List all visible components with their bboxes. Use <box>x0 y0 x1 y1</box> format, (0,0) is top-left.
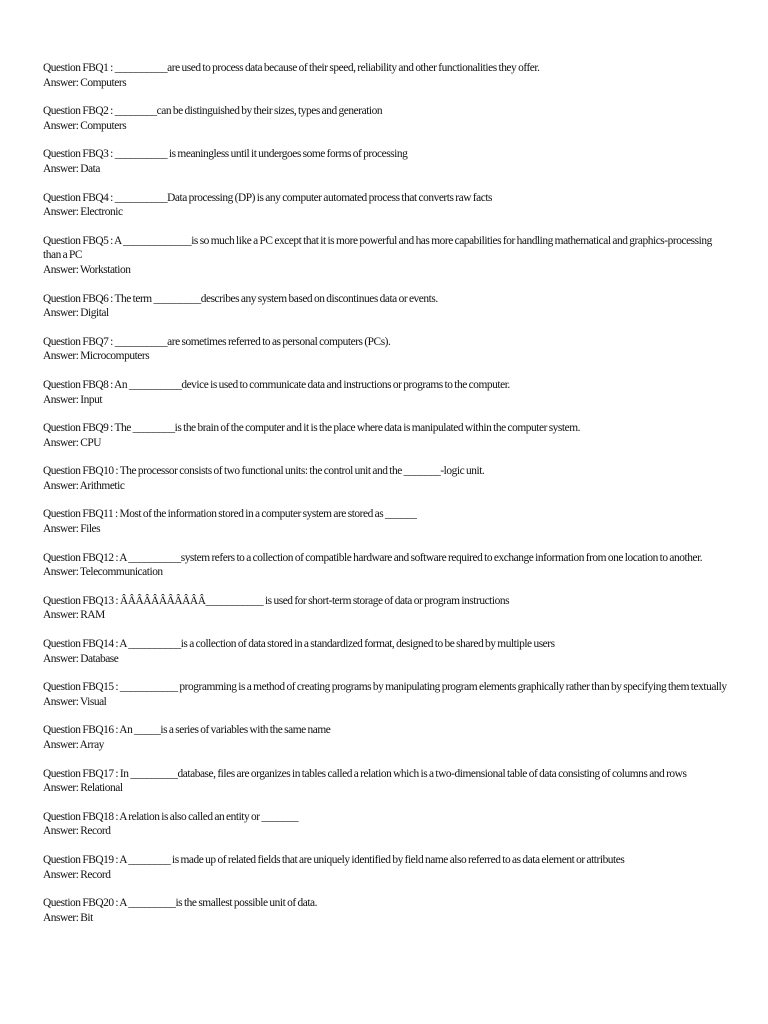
answer-text: Answer: Telecommunication <box>43 566 163 579</box>
question-answer-10 <box>43 464 728 493</box>
question-answer-7 <box>43 335 728 364</box>
question-text: Question FBQ1 : __________are used to process data because of their speed, reliability and other functionalities they offer. <box>43 62 540 74</box>
question-text: Question FBQ14 : A __________is a collection of data stored in a standardized format, designed to be shared by multiple users <box>43 638 555 651</box>
question-text: Question FBQ6 : The term _________describes any system based on discontinues data or events. <box>43 292 438 305</box>
answer-text: Answer: Record <box>43 868 111 881</box>
question-answer-6 <box>43 292 728 321</box>
question-answer-18 <box>43 810 728 839</box>
question-text: Question FBQ10 : The processor consists of two functional units: the control unit and the _______-logic unit. <box>43 465 485 478</box>
answer-text: Answer: Workstation <box>43 263 131 276</box>
question-text: Question FBQ8 : An __________device is used to communicate data and instructions or programs to the computer. <box>43 378 510 391</box>
question-answer-20 <box>43 896 728 925</box>
answer-text: Answer: Database <box>43 652 119 665</box>
question-answer-1 <box>43 61 728 90</box>
answer-text: Answer: Digital <box>43 307 109 320</box>
question-text: Question FBQ3 : __________ is meaningless until it undergoes some forms of processing <box>43 148 408 161</box>
question-text: Question FBQ18 : A relation is also called an entity or _______ <box>43 810 299 823</box>
question-answer-11 <box>43 507 728 536</box>
question-answer-9 <box>43 421 728 450</box>
question-text: Question FBQ2 : ________can be distinguished by their sizes, types and generation <box>43 105 383 118</box>
question-answer-12 <box>43 551 728 580</box>
question-answer-4 <box>43 191 728 220</box>
answer-text: Answer: Relational <box>43 782 123 795</box>
question-text: Question FBQ13 : ÂÂÂÂÂÂÂÂÂÂÂ___________ is used for short-term storage of data or program instructions <box>43 594 510 607</box>
question-text: Question FBQ16 : An _____is a series of variables with the same name <box>43 724 331 737</box>
question-answer-2 <box>43 104 728 133</box>
answer-text: Answer: Arithmetic <box>43 479 125 492</box>
answer-text: Answer: Bit <box>43 911 93 924</box>
answer-text: Answer: Data <box>43 162 100 175</box>
question-answer-15 <box>43 680 728 709</box>
answer-text: Answer: Files <box>43 523 101 536</box>
question-text: Question FBQ4 : __________Data processing (DP) is any computer automated process that converts raw facts <box>43 191 493 204</box>
question-text: Question FBQ19 : A ________ is made up of related fields that are uniquely identified by field name also referred to as data element or attributes <box>43 853 625 866</box>
question-answer-17 <box>43 767 728 796</box>
answer-text: Answer: Record <box>43 825 111 838</box>
question-text: Question FBQ20 : A _________is the smallest possible unit of data. <box>43 897 318 910</box>
question-text: Question FBQ7 : __________are sometimes referred to as personal computers (PCs). <box>43 335 391 348</box>
question-text: Question FBQ17 : In _________database, files are organizes in tables called a relation which is a two-dimensional table of data consisting of columns and rows <box>43 767 687 780</box>
answer-text: Answer: Array <box>43 739 104 751</box>
question-text: Question FBQ5 : A _____________is so much like a PC except that it is more powerful and has more capabilities for handling mathematical and graphics-processing than a PC <box>43 234 712 262</box>
answer-text: Answer: Computers <box>43 76 127 89</box>
question-text: Question FBQ12 : A __________system refers to a collection of compatible hardware and software required to exchange information from one location to another. <box>43 551 703 564</box>
question-answer-8 <box>43 378 728 407</box>
answer-text: Answer: Computers <box>43 119 127 132</box>
question-answer-5 <box>43 234 728 278</box>
question-text: Question FBQ15 : ___________ programming is a method of creating programs by manipulating program elements graphically rather than by specifying them textually <box>43 681 727 694</box>
question-answer-19 <box>43 853 728 882</box>
question-text: Question FBQ9 : The ________is the brain of the computer and it is the place where data is manipulated within the computer system. <box>43 422 581 435</box>
answer-text: Answer: Microcomputers <box>43 350 150 363</box>
answer-text: Answer: RAM <box>43 609 105 622</box>
answer-text: Answer: Input <box>43 393 103 406</box>
answer-text: Answer: CPU <box>43 436 102 449</box>
answer-text: Answer: Visual <box>43 695 107 708</box>
answer-text: Answer: Electronic <box>43 206 123 219</box>
question-answer-14 <box>43 637 728 666</box>
question-answer-3 <box>43 147 728 176</box>
question-answer-13 <box>43 594 728 623</box>
question-answer-16 <box>43 723 728 752</box>
question-text: Question FBQ11 : Most of the information stored in a computer system are stored as ______ <box>43 508 417 521</box>
